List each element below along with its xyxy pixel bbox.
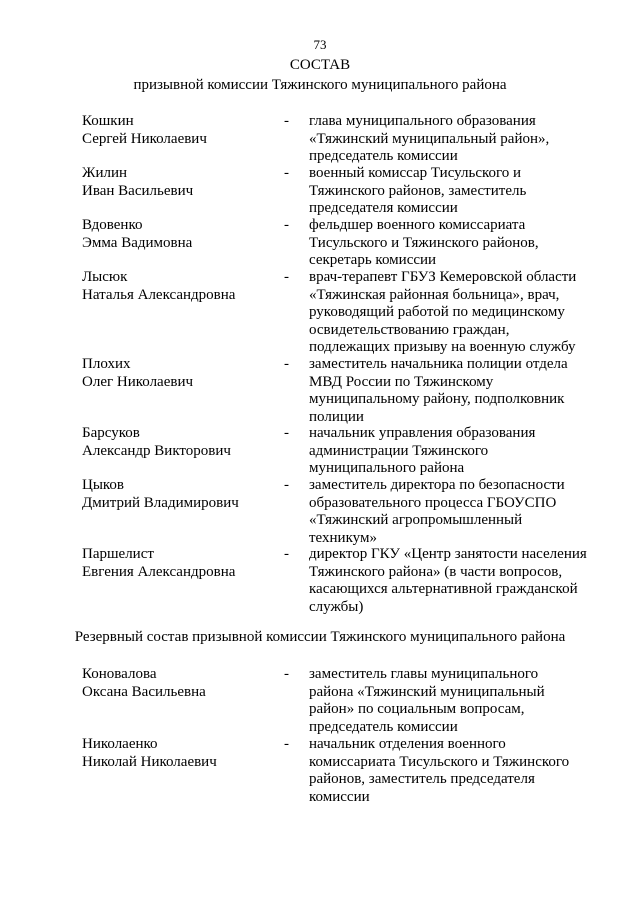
member-role-line: начальник отделения военного bbox=[309, 736, 506, 752]
member-surname: Кошкин bbox=[82, 113, 134, 129]
member-role-line: заместитель директора по безопасности bbox=[309, 477, 565, 493]
member-surname: Барсуков bbox=[82, 425, 140, 441]
member-role bbox=[309, 546, 599, 616]
member-given-name: Иван Васильевич bbox=[82, 182, 194, 199]
member-role-line: «Тяжинский муниципальный район», bbox=[309, 130, 550, 147]
member-surname: Лысюк bbox=[82, 269, 128, 285]
document-subtitle: призывной комиссии Тяжинского муниципального района bbox=[133, 77, 507, 93]
member-role-line: службы) bbox=[309, 598, 364, 615]
member-role-line: председателя комиссии bbox=[309, 200, 458, 216]
member-name bbox=[82, 425, 272, 460]
member-given-name: Наталья Александровна bbox=[82, 286, 236, 303]
member-name bbox=[82, 546, 272, 581]
member-surname: Цыков bbox=[82, 477, 125, 493]
member-role-line: полиции bbox=[309, 408, 364, 425]
member-role-line: района «Тяжинский муниципальный bbox=[309, 683, 545, 700]
member-role bbox=[309, 165, 599, 218]
page-number: 73 bbox=[313, 37, 327, 52]
member-given-name: Олег Николаевич bbox=[82, 373, 194, 390]
member-dash: - bbox=[284, 477, 289, 493]
member-role-line: районов, заместитель председателя bbox=[309, 771, 535, 787]
member-role bbox=[309, 477, 599, 547]
member-role-line: начальник управления образования bbox=[309, 425, 536, 441]
member-surname: Плохих bbox=[82, 356, 131, 372]
member-role-line: Тяжинского районов, заместитель bbox=[309, 182, 527, 199]
member-role-line: заместитель начальника полиции отдела bbox=[309, 356, 568, 372]
member-role-line: МВД России по Тяжинскому bbox=[309, 373, 494, 390]
member-role-line: подлежащих призыву на военную службу bbox=[309, 339, 576, 355]
member-role-line: «Тяжинская районная больница», врач, bbox=[309, 286, 560, 303]
member-dash: - bbox=[284, 113, 289, 129]
member-name bbox=[82, 666, 272, 701]
member-role-line: Тяжинского района» (в части вопросов, bbox=[309, 563, 563, 580]
member-name bbox=[82, 217, 272, 252]
reserve-heading: Резервный состав призывной комиссии Тяжинского муниципального района bbox=[74, 629, 566, 645]
member-name bbox=[82, 113, 272, 148]
member-dash: - bbox=[284, 425, 289, 441]
member-role-line: касающихся альтернативной гражданской bbox=[309, 581, 578, 597]
member-name bbox=[82, 356, 272, 391]
member-role bbox=[309, 113, 599, 166]
member-dash: - bbox=[284, 356, 289, 372]
member-given-name: Эмма Вадимовна bbox=[82, 234, 193, 251]
member-role-line: председатель комиссии bbox=[309, 718, 458, 735]
member-surname: Николаенко bbox=[82, 736, 158, 752]
member-role-line: глава муниципального образования bbox=[309, 113, 536, 129]
member-given-name: Александр Викторович bbox=[82, 442, 231, 459]
member-role-line: образовательного процесса ГБОУСПО bbox=[309, 494, 557, 511]
member-role-line: администрации Тяжинского bbox=[309, 442, 489, 459]
member-role bbox=[309, 356, 599, 426]
member-surname: Паршелист bbox=[82, 546, 154, 562]
document-title: СОСТАВ bbox=[289, 57, 351, 73]
member-role bbox=[309, 425, 599, 478]
member-role-line: «Тяжинский агропромышленный bbox=[309, 512, 523, 528]
member-given-name: Николай Николаевич bbox=[82, 753, 217, 770]
member-surname: Жилин bbox=[82, 165, 128, 181]
member-role bbox=[309, 666, 599, 736]
member-dash: - bbox=[284, 736, 289, 752]
member-given-name: Дмитрий Владимирович bbox=[82, 494, 239, 511]
member-name bbox=[82, 269, 272, 304]
member-role-line: заместитель главы муниципального bbox=[309, 666, 539, 682]
member-role-line: район» по социальным вопросам, bbox=[309, 701, 525, 717]
member-role bbox=[309, 217, 599, 270]
member-given-name: Оксана Васильевна bbox=[82, 683, 206, 700]
member-role-line: директор ГКУ «Центр занятости населения bbox=[309, 546, 587, 562]
member-surname: Коновалова bbox=[82, 666, 157, 682]
member-dash: - bbox=[284, 666, 289, 682]
member-role bbox=[309, 736, 599, 806]
member-name bbox=[82, 477, 272, 512]
member-dash: - bbox=[284, 546, 289, 562]
member-role-line: комиссии bbox=[309, 788, 370, 805]
member-surname: Вдовенко bbox=[82, 217, 143, 233]
member-role-line: военный комиссар Тисульского и bbox=[309, 165, 522, 181]
member-role-line: муниципальному району, подполковник bbox=[309, 391, 565, 407]
member-given-name: Евгения Александровна bbox=[82, 563, 236, 580]
member-role-line: муниципального района bbox=[309, 460, 465, 476]
member-role-line: врач-терапевт ГБУЗ Кемеровской области bbox=[309, 269, 577, 285]
member-name bbox=[82, 165, 272, 200]
member-role-line: фельдшер военного комиссариата bbox=[309, 217, 526, 233]
member-dash: - bbox=[284, 269, 289, 285]
member-role-line: техникум» bbox=[309, 529, 377, 546]
member-dash: - bbox=[284, 217, 289, 233]
member-role-line: руководящий работой по медицинскому bbox=[309, 304, 565, 320]
member-dash: - bbox=[284, 165, 289, 181]
member-role-line: председатель комиссии bbox=[309, 148, 458, 164]
member-role bbox=[309, 269, 599, 357]
member-role-line: комиссариата Тисульского и Тяжинского bbox=[309, 753, 570, 770]
member-role-line: освидетельствованию граждан, bbox=[309, 321, 510, 338]
member-name bbox=[82, 736, 272, 771]
member-given-name: Сергей Николаевич bbox=[82, 130, 207, 147]
member-role-line: секретарь комиссии bbox=[309, 252, 437, 268]
member-role-line: Тисульского и Тяжинского районов, bbox=[309, 234, 539, 251]
